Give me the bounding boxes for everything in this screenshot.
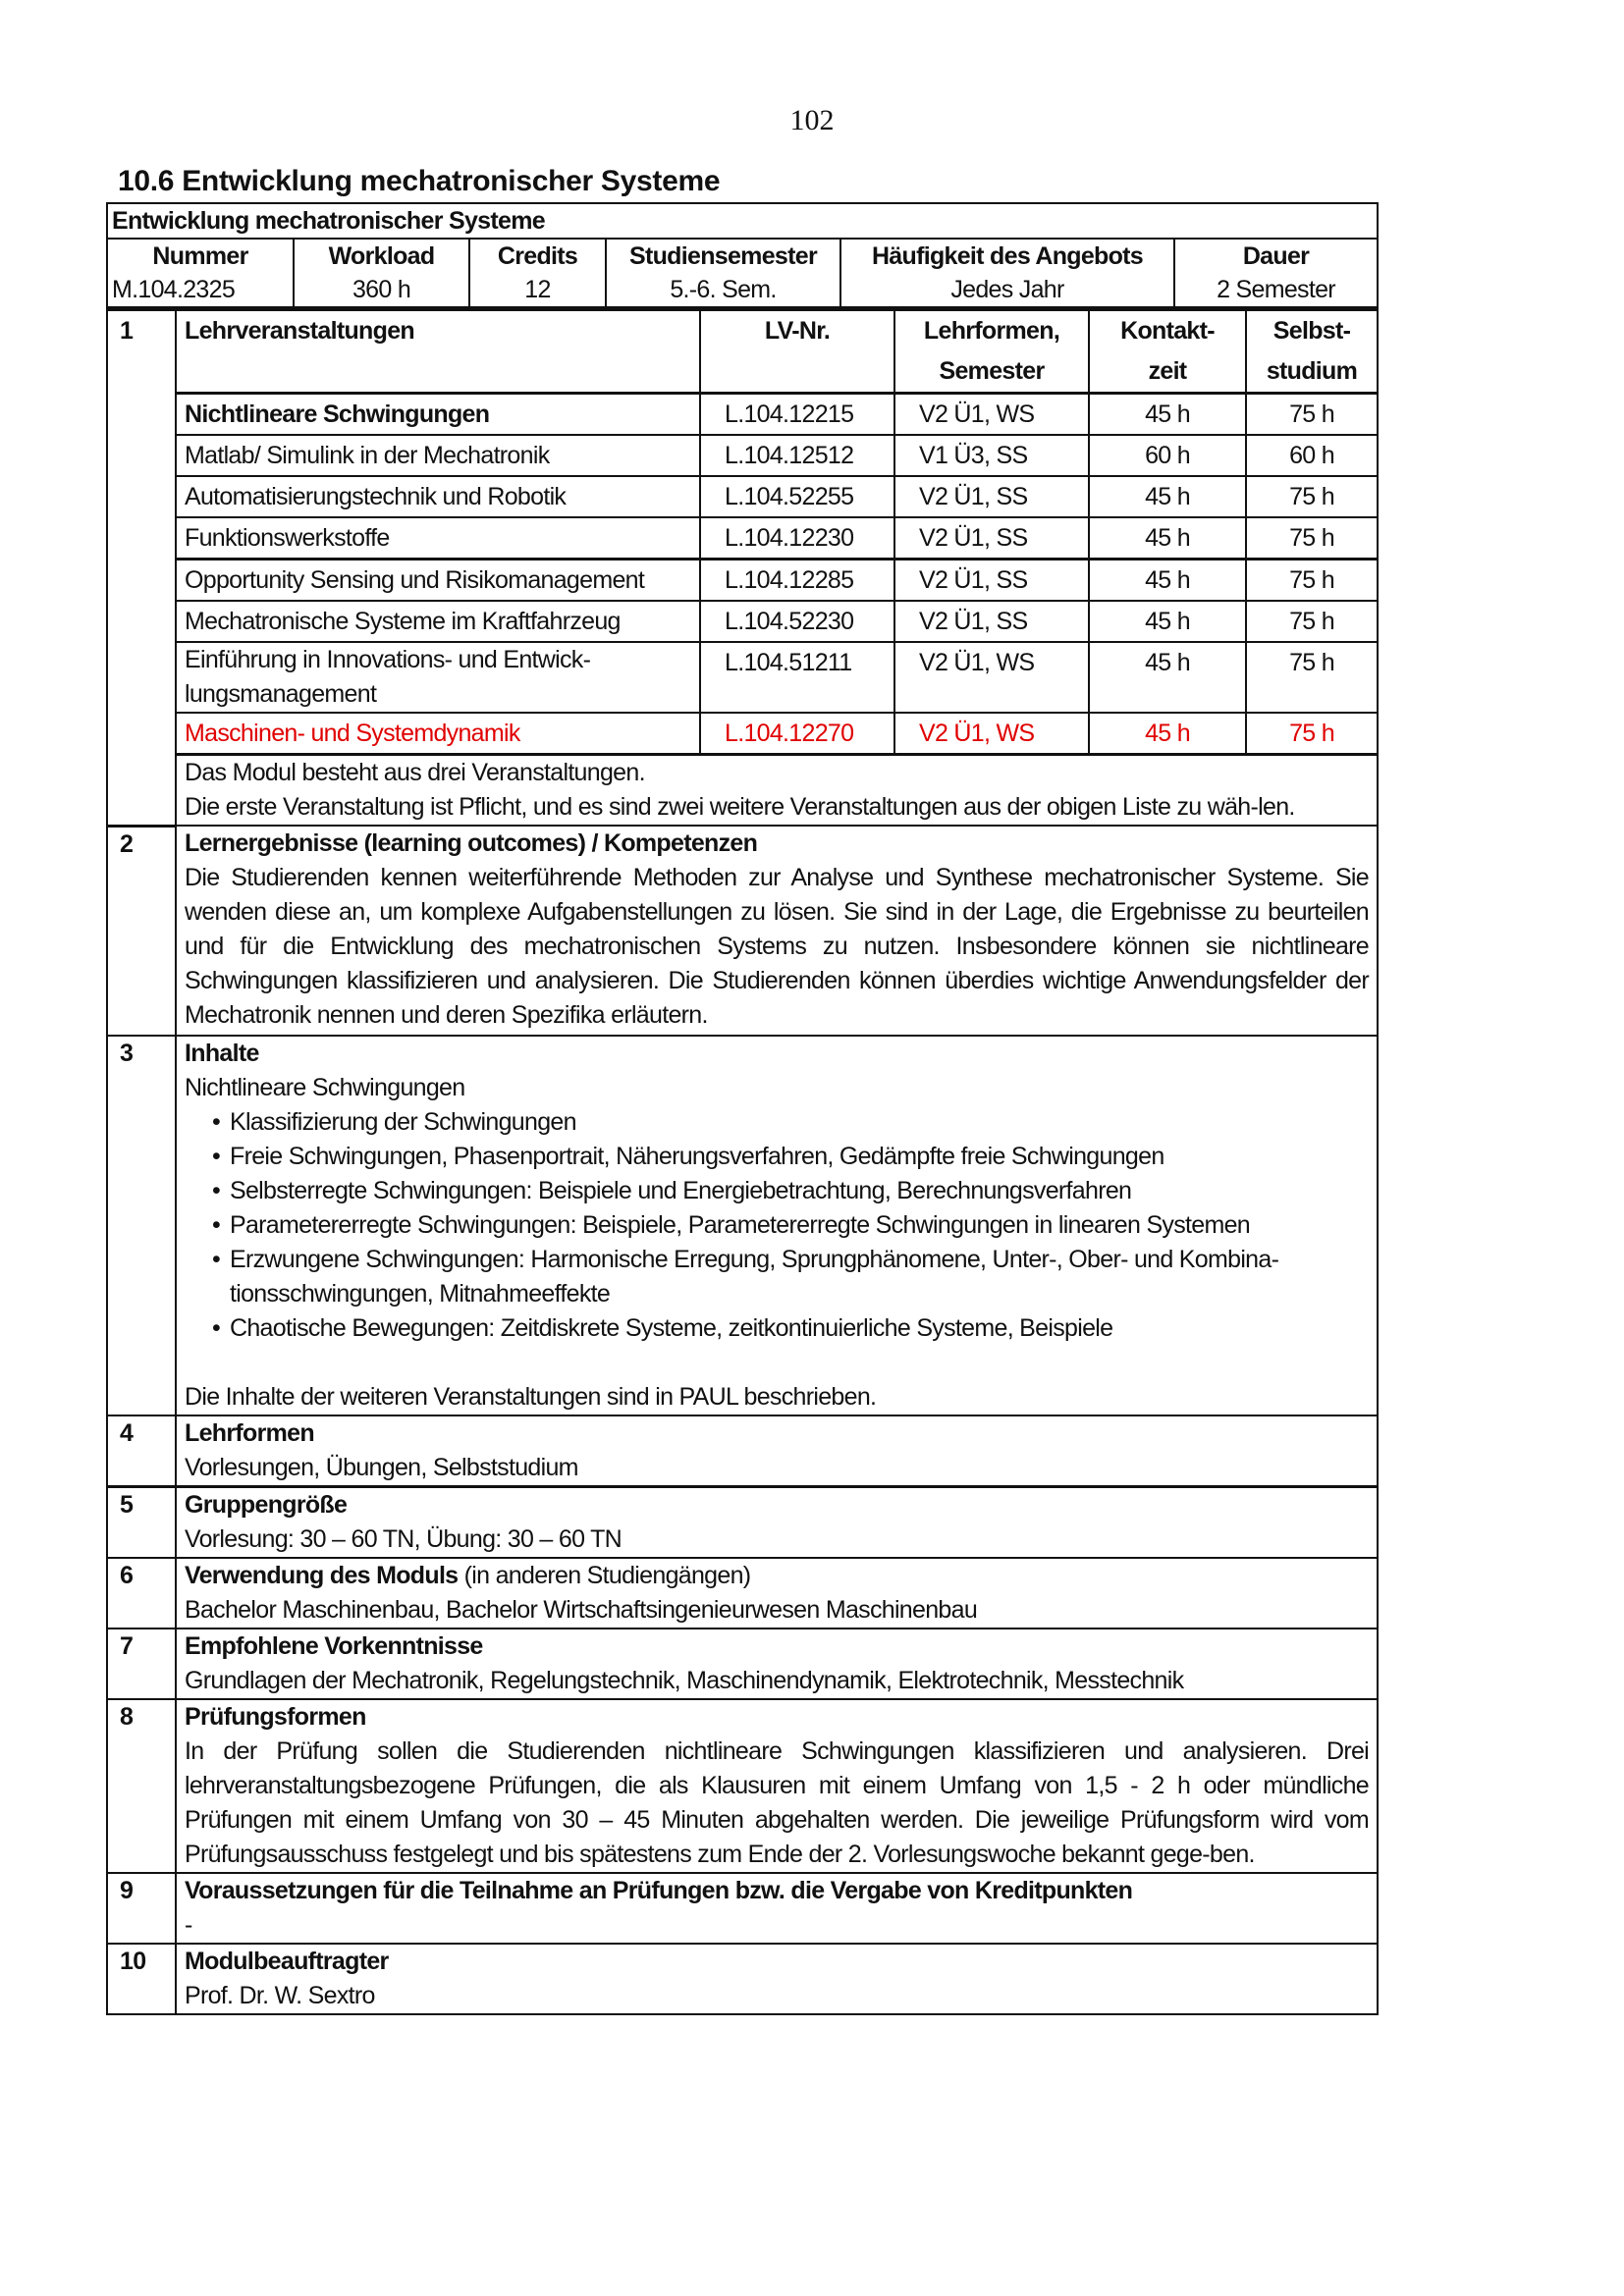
header-credits: Credits [469,239,606,273]
header-selbststudium [1246,310,1378,394]
course-name: Einführung in Innovations- und Entwick-lungsmanagement [176,642,700,713]
course-lv-nr: L.104.12230 [700,517,894,560]
header-kontaktzeit [1089,310,1246,394]
course-name: Maschinen- und Systemdynamik [176,713,700,755]
section-text: Bachelor Maschinenbau, Bachelor Wirtschaftsingenieurwesen Maschinenbau [185,1596,978,1624]
course-name: Mechatronische Systeme im Kraftfahrzeug [176,601,700,642]
course-kontaktzeit: 60 h [1089,435,1246,476]
course-selbststudium: 75 h [1246,601,1378,642]
section-text: Grundlagen der Mechatronik, Regelungstechnik, Maschinendynamik, Elektrotechnik, Messtechnik [185,1667,1184,1694]
section-title: Lernergebnisse (learning outcomes) / Kompetenzen [185,829,758,857]
course-kontaktzeit: 45 h [1089,560,1246,602]
course-kontaktzeit: 45 h [1089,601,1246,642]
section-title: Empfohlene Vorkenntnisse [185,1632,483,1660]
header-kontakt-line1: Kontakt- [1120,317,1215,345]
section-subtitle: Nichtlineare Schwingungen [185,1074,465,1101]
course-row [107,394,1378,436]
content-list [185,1105,1369,1346]
course-selbststudium: 75 h [1246,517,1378,560]
section-text: In der Prüfung sollen die Studierenden nichtlineare Schwingungen klassifizieren und analysieren. Drei lehrveranstaltungsbezogene Prüfungen, die als Klausuren mit einem Umfang von 1,5 - 2 h oder mündliche Prüfungen mit einem Umfang von 30 – 45 Minuten abgehalten werden. Die jeweilige Prüfungsform wird vom Prüfungsausschuss festgelegt und bis spätestens zum Ende der 2. Vorlesungswoche bekannt gege-ben. [185,1737,1369,1868]
page-number: 102 [789,104,835,136]
header-workload: Workload [294,239,469,273]
course-row [107,476,1378,517]
course-lehrform: V2 Ü1, SS [894,560,1089,602]
course-kontaktzeit: 45 h [1089,476,1246,517]
value-haeufigkeit: Jedes Jahr [840,273,1174,308]
course-kontaktzeit: 45 h [1089,517,1246,560]
section-number: 9 [107,1873,176,1944]
section-text: - [185,1911,192,1939]
section-number: 6 [107,1558,176,1629]
course-lehrform: V2 Ü1, WS [894,713,1089,755]
value-dauer: 2 Semester [1174,273,1378,308]
section-title: Modulbeauftragter [185,1948,389,1975]
header-studiensemester: Studiensemester [606,239,840,273]
header-lehrformen-line2: Semester [939,357,1045,385]
course-lehrform: V2 Ü1, SS [894,476,1089,517]
course-row [107,560,1378,602]
course-name: Opportunity Sensing und Risikomanagement [176,560,700,602]
course-row [107,435,1378,476]
header-lehrveranstaltungen: Lehrveranstaltungen [176,310,700,394]
course-lv-nr: L.104.52230 [700,601,894,642]
section-title: Lehrformen [185,1419,314,1447]
course-lv-nr: L.104.12512 [700,435,894,476]
header-haeufigkeit: Häufigkeit des Angebots [840,239,1174,273]
value-nummer: M.104.2325 [107,273,294,308]
course-kontaktzeit: 45 h [1089,713,1246,755]
module-name: Entwicklung mechatronischer Systeme [107,203,1378,239]
course-selbststudium: 60 h [1246,435,1378,476]
course-lv-nr: L.104.12215 [700,394,894,436]
course-name: Automatisierungstechnik und Robotik [176,476,700,517]
course-row [107,642,1378,713]
section-number: 2 [107,826,176,1036]
header-selbst-line2: studium [1266,357,1358,385]
note-line: Das Modul besteht aus drei Veranstaltungen. [185,759,645,786]
header-nummer: Nummer [107,239,294,273]
list-item: • Klassifizierung der Schwingungen [216,1105,1369,1140]
section-number: 5 [107,1487,176,1559]
value-credits: 12 [469,273,606,308]
course-selbststudium: 75 h [1246,476,1378,517]
course-row [107,713,1378,755]
course-lehrform: V2 Ü1, SS [894,601,1089,642]
course-lv-nr: L.104.12270 [700,713,894,755]
section-number: 8 [107,1699,176,1873]
header-lehrformen-line1: Lehrformen, [923,317,1060,345]
section-title: Inhalte [185,1040,259,1067]
course-selbststudium: 75 h [1246,713,1378,755]
course-lehrform: V2 Ü1, SS [894,517,1089,560]
value-workload: 360 h [294,273,469,308]
course-name: Funktionswerkstoffe [176,517,700,560]
list-item: • Freie Schwingungen, Phasenportrait, Näherungsverfahren, Gedämpfte freie Schwingungen [216,1140,1369,1174]
header-lehrformen [894,310,1089,394]
course-name: Matlab/ Simulink in der Mechatronik [176,435,700,476]
course-name: Nichtlineare Schwingungen [176,394,700,436]
section-title: Voraussetzungen für die Teilnahme an Prüfungen bzw. die Vergabe von Kreditpunkten [185,1877,1133,1904]
section-number: 3 [107,1036,176,1415]
course-kontaktzeit: 45 h [1089,642,1246,713]
header-kontakt-line2: zeit [1148,357,1187,385]
section-number: 4 [107,1415,176,1487]
header-selbst-line1: Selbst- [1272,317,1351,345]
course-lehrform: V1 Ü3, SS [894,435,1089,476]
course-lv-nr: L.104.12285 [700,560,894,602]
section-title-suffix: (in anderen Studiengängen) [458,1562,751,1589]
section-number: 7 [107,1629,176,1699]
section-number: 10 [107,1944,176,2014]
note-line: Die erste Veranstaltung ist Pflicht, und es sind zwei weitere Veranstaltungen aus der obigen Liste zu wäh-len. [185,793,1295,821]
section-title: Verwendung des Moduls [185,1562,459,1589]
section-text: Vorlesungen, Übungen, Selbststudium [185,1454,578,1481]
course-row [107,517,1378,560]
section-text: Die Studierenden kennen weiterführende Methoden zur Analyse und Synthese mechatronischer Systeme. Sie wenden diese an, um komplexe Aufgabenstellungen zu lösen. Sie sind in der Lage, die Ergebnisse zu beurteilen und für die Entwicklung des mechatronischen Systems zu nutzen. Insbesondere können sie nichtlineare Schwingungen klassifizieren und analysieren. Die Studierenden können überdies wichtige Anwendungsfelder der Mechatronik nennen und deren Spezifika erläutern. [185,864,1369,1029]
section-text: Vorlesung: 30 – 60 TN, Übung: 30 – 60 TN [185,1525,622,1553]
section-footer: Die Inhalte der weiteren Veranstaltungen sind in PAUL beschrieben. [185,1383,877,1411]
list-item: • Chaotische Bewegungen: Zeitdiskrete Systeme, zeitkontinuierliche Systeme, Beispiele [216,1311,1369,1346]
course-lehrform: V2 Ü1, WS [894,394,1089,436]
module-details-table [106,309,1379,2015]
course-lehrform: V2 Ü1, WS [894,642,1089,713]
section-title: Gruppengröße [185,1491,348,1519]
value-studiensemester: 5.-6. Sem. [606,273,840,308]
course-selbststudium: 75 h [1246,560,1378,602]
course-row [107,601,1378,642]
section-title: Prüfungsformen [185,1703,366,1731]
course-lv-nr: L.104.51211 [700,642,894,713]
header-dauer: Dauer [1174,239,1378,273]
section-text: Prof. Dr. W. Sextro [185,1982,375,2009]
section-title: 10.6 Entwicklung mechatronischer Systeme [118,165,721,197]
course-lv-nr: L.104.52255 [700,476,894,517]
course-selbststudium: 75 h [1246,642,1378,713]
list-item: • Parametererregte Schwingungen: Beispiele, Parametererregte Schwingungen in linearen Systemen [216,1208,1369,1243]
section-number: 1 [107,310,176,826]
list-item: • Erzwungene Schwingungen: Harmonische Erregung, Sprungphänomene, Unter-, Ober- und Kombina-tionsschwingungen, Mitnahmeeffekte [216,1243,1369,1311]
list-item: • Selbsterregte Schwingungen: Beispiele und Energiebetrachtung, Berechnungsverfahren [216,1174,1369,1208]
course-notes [176,755,1378,827]
course-selbststudium: 75 h [1246,394,1378,436]
course-kontaktzeit: 45 h [1089,394,1246,436]
module-overview-table [106,202,1379,309]
header-lv-nr: LV-Nr. [700,310,894,394]
